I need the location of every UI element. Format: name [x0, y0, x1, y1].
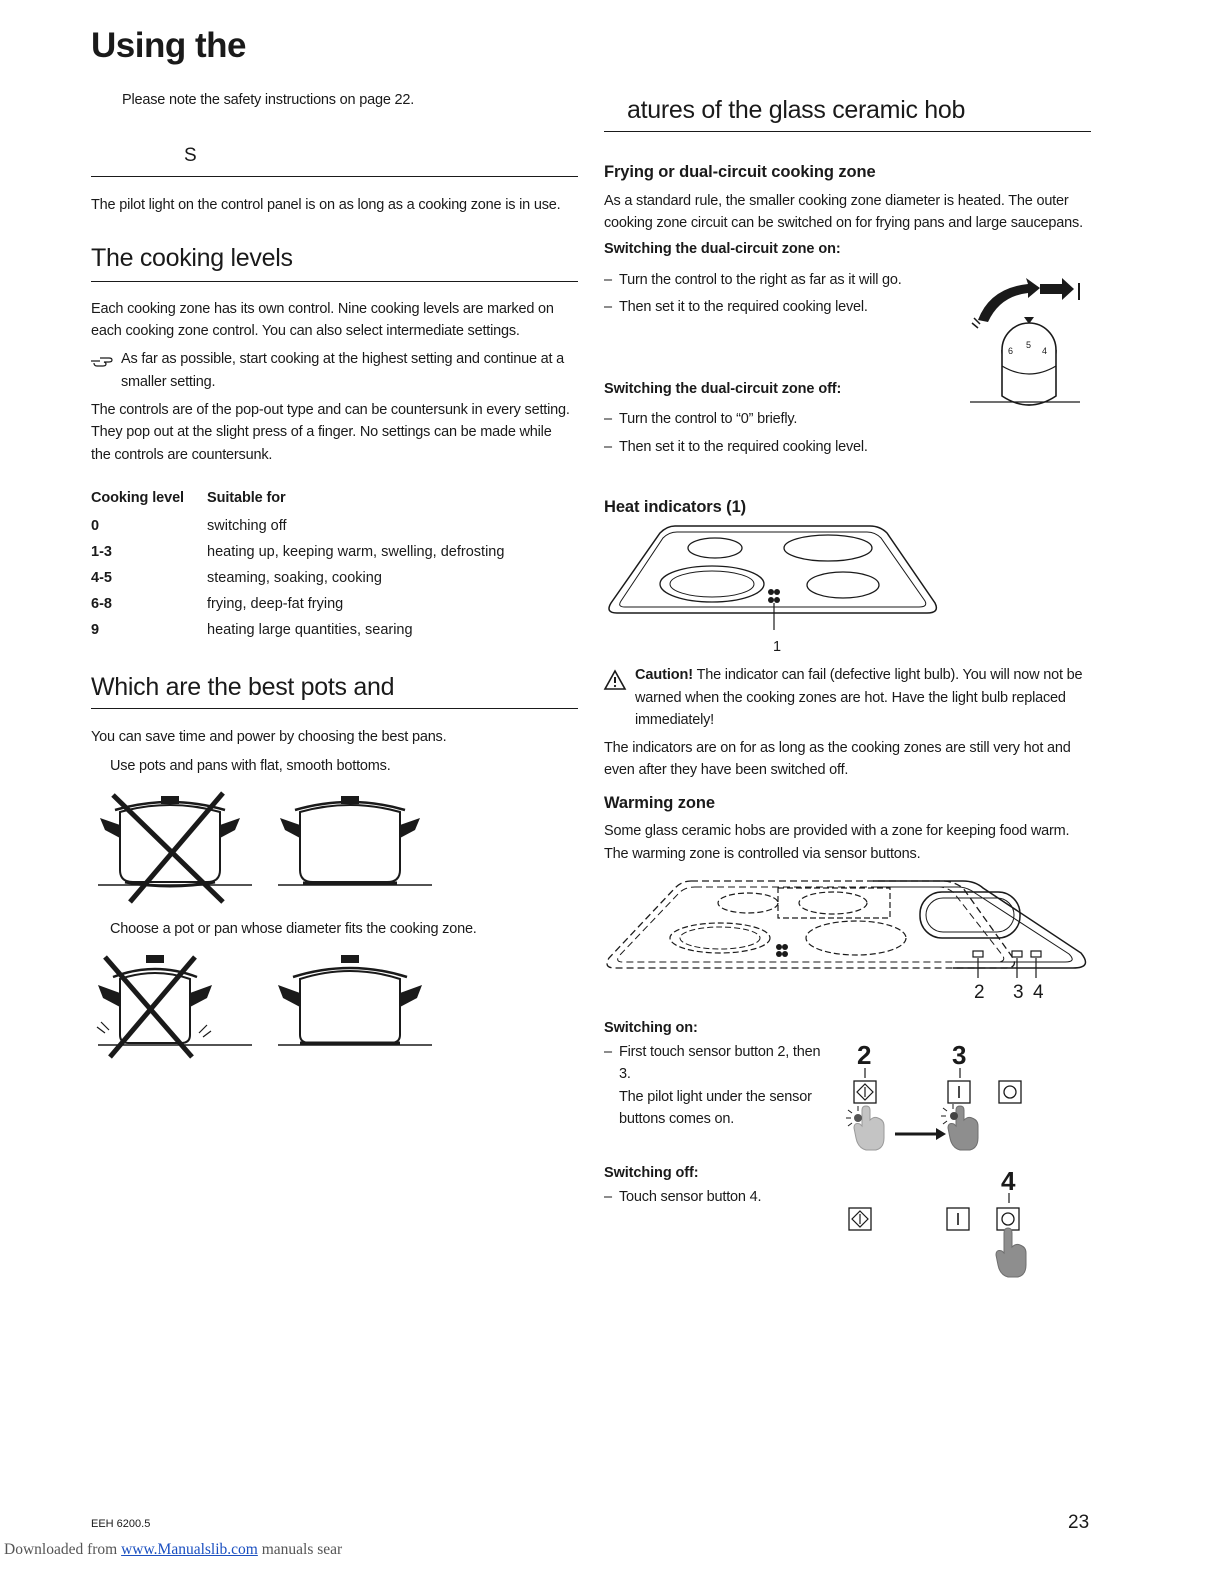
level-use: steaming, soaking, cooking	[207, 570, 382, 586]
dash-bullet: –	[604, 272, 612, 288]
control-knob-illustration	[970, 278, 1085, 413]
heat-indicators-heading: Heat indicators (1)	[604, 498, 747, 516]
tip-text-2: smaller setting.	[121, 374, 216, 390]
heat-indicator-callout: 1	[773, 639, 781, 655]
dual-text-1: As a standard rule, the smaller cooking zone diameter is heated. The outer	[604, 193, 1069, 209]
popout-text-3: the controls are countersunk.	[91, 447, 273, 463]
caution-text-1: The indicator can fail (defective light bulb). You will now not be	[696, 667, 1083, 683]
divider	[91, 708, 578, 709]
level-value: 4-5	[91, 570, 112, 586]
knob-mark-4: 4	[1042, 346, 1048, 356]
level-use: heating up, keeping warm, swelling, defrosting	[207, 544, 505, 560]
caution-text-2: warned when the cooking zones are hot. Have the light bulb replaced	[635, 690, 1066, 706]
hob-warming-zone-illustration	[603, 878, 1093, 978]
dual-on-heading: Switching the dual-circuit zone on:	[604, 241, 841, 257]
col-header-level: Cooking level	[91, 490, 184, 506]
switching-off-illustration	[840, 1193, 1040, 1288]
warming-zone-heading: Warming zone	[604, 794, 715, 812]
dual-off-step-1: Turn the control to “0” briefly.	[619, 411, 798, 427]
warming-text-2: The warming zone is controlled via sensor buttons.	[604, 846, 921, 862]
knob-mark-6: 6	[1008, 346, 1014, 356]
col-header-use: Suitable for	[207, 490, 286, 506]
indicators-text-1: The indicators are on for as long as the cooking zones are still very hot and	[604, 740, 1071, 756]
dual-off-heading: Switching the dual-circuit zone off:	[604, 381, 842, 397]
page-title: Using the	[91, 26, 246, 65]
switching-on-text-2: 3.	[619, 1066, 631, 1082]
warning-triangle-icon	[604, 670, 626, 690]
pilot-light-text: The pilot light on the control panel is on as long as a cooking zone is in use.	[91, 197, 561, 213]
dash-bullet: –	[604, 299, 612, 315]
indicators-text-2: even after they have been switched off.	[604, 762, 849, 778]
caution-label: Caution!	[635, 667, 693, 683]
dual-on-step-1: Turn the control to the right as far as it will go.	[619, 272, 902, 288]
page-number: 23	[1068, 1512, 1090, 1533]
hob-features-heading: atures of the glass ceramic hob	[627, 96, 966, 124]
callout-3: 3	[1013, 982, 1024, 1003]
hob-heat-indicator-illustration	[605, 523, 941, 623]
level-value: 9	[91, 622, 100, 638]
dual-on-step-2: Then set it to the required cooking level.	[619, 299, 868, 315]
level-value: 0	[91, 518, 100, 534]
tip-text-1: As far as possible, start cooking at the highest setting and continue at a	[121, 351, 565, 367]
switching-on-text-1: First touch sensor button 2, then	[619, 1044, 821, 1060]
sensor-label-3: 3	[952, 1040, 967, 1070]
pots-intro: You can save time and power by choosing the best pans.	[91, 729, 447, 745]
pots-heading: Which are the best pots and	[91, 673, 395, 701]
level-use: frying, deep-fat frying	[207, 596, 344, 612]
sensor-label-2: 2	[857, 1040, 872, 1070]
dual-heading: Frying or dual-circuit cooking zone	[604, 163, 876, 181]
section-s-heading: S	[184, 145, 197, 166]
dual-text-2: cooking zone circuit can be switched on for frying pans and large saucepans.	[604, 215, 1083, 231]
cooking-levels-heading: The cooking levels	[91, 244, 293, 272]
dash-bullet: –	[604, 411, 612, 427]
popout-text-2: They pop out at the slight press of a finger. No settings can be made while	[91, 424, 552, 440]
switching-off-text-1: Touch sensor button 4.	[619, 1189, 762, 1205]
switching-on-text-4: buttons comes on.	[619, 1111, 735, 1127]
manualslib-link[interactable]: www.Manualslib.com	[121, 1541, 258, 1558]
warming-text-1: Some glass ceramic hobs are provided with a zone for keeping food warm.	[604, 823, 1070, 839]
switching-off-heading: Switching off:	[604, 1165, 699, 1181]
download-suffix: manuals sear	[257, 1541, 343, 1558]
dual-off-step-2: Then set it to the required cooking level.	[619, 439, 868, 455]
download-footer	[4, 1541, 342, 1559]
pointing-hand-icon	[90, 354, 114, 368]
switching-on-text-3: The pilot light under the sensor	[619, 1089, 812, 1105]
cooking-levels-intro-1: Each cooking zone has its own control. Nine cooking levels are marked on	[91, 301, 554, 317]
model-number: EEH 6200.5	[91, 1518, 151, 1530]
sensor-label-4: 4	[1001, 1166, 1016, 1196]
caution-text-3: immediately!	[635, 712, 714, 728]
correct-pot-size-illustration	[275, 955, 435, 1065]
safety-note: Please note the safety instructions on page 22.	[122, 92, 415, 108]
caution-line-1	[635, 664, 1082, 687]
divider	[91, 281, 578, 282]
divider	[91, 176, 578, 177]
pots-tip-diameter: Choose a pot or pan whose diameter fits the cooking zone.	[110, 921, 477, 937]
level-value: 6-8	[91, 596, 112, 612]
dash-bullet: –	[604, 1044, 612, 1060]
level-value: 1-3	[91, 544, 112, 560]
dash-bullet: –	[604, 439, 612, 455]
pots-tip-flat: Use pots and pans with flat, smooth bottoms.	[110, 758, 391, 774]
level-use: heating large quantities, searing	[207, 622, 413, 638]
download-prefix: Downloaded from	[4, 1541, 122, 1558]
popout-text-1: The controls are of the pop-out type and can be countersunk in every setting.	[91, 402, 570, 418]
callout-2: 2	[974, 982, 985, 1003]
wrong-pot-size-illustration	[95, 955, 255, 1065]
correct-pot-flat-illustration	[275, 790, 435, 905]
callout-4: 4	[1033, 982, 1044, 1003]
wrong-pot-uneven-illustration	[95, 790, 255, 905]
cooking-levels-intro-2: each cooking zone control. You can also select intermediate settings.	[91, 323, 520, 339]
switching-on-heading: Switching on:	[604, 1020, 698, 1036]
cooking-levels-table	[91, 516, 571, 646]
divider	[604, 131, 1091, 132]
switching-on-illustration	[840, 1068, 1040, 1158]
knob-mark-5: 5	[1026, 340, 1032, 350]
level-use: switching off	[207, 518, 287, 534]
dash-bullet: –	[604, 1189, 612, 1205]
